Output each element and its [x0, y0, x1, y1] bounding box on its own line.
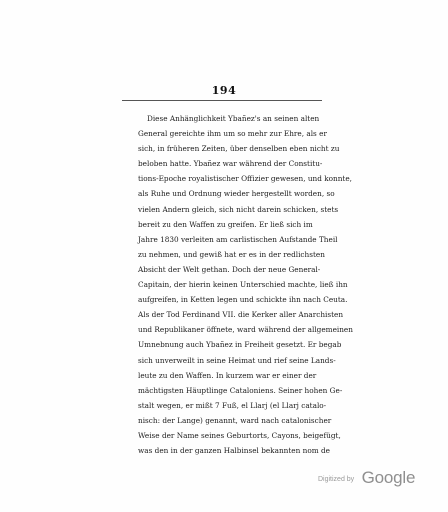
digitized-by-label: Digitized by: [318, 476, 355, 483]
text-line: Als der Tod Ferdinand VII. die Kerker aller Anarchisten: [138, 310, 344, 320]
text-line: sich, in früheren Zeiten, über denselben eben nicht zu: [138, 144, 340, 154]
text-line: sich unverweilt in seine Heimat und rief seine Lands-: [138, 355, 336, 365]
text-line: bereit zu den Waffen zu greifen. Er ließ sich im: [138, 219, 313, 229]
text-line: stalt wegen, er mißt 7 Fuß, el Llarj (el Llarj catalo-: [138, 400, 327, 410]
text-line: Jahre 1830 verleiten am carlistischen Aufstande Theil: [138, 234, 338, 244]
text-line: was den in der ganzen Halbinsel bekannten nom de: [138, 446, 330, 456]
page-number: 194: [211, 84, 237, 97]
text-line: Umnebnung auch Ybañez in Freiheit gesetzt. Er begab: [138, 340, 342, 350]
text-line: mächtigsten Häuptlinge Cataloniens. Seiner hohen Ge-: [138, 385, 343, 395]
google-logo: Google: [361, 468, 416, 487]
text-line: General gereichte ihm um so mehr zur Ehre, als er: [138, 129, 327, 139]
text-line: tions-Epoche royalistischer Offizier gewesen, und konnte,: [138, 174, 353, 184]
text-line: Weise der Name seines Geburtorts, Cayons, beigefügt,: [138, 430, 341, 440]
text-line: leute zu den Waffen. In kurzem war er einer der: [138, 370, 317, 380]
text-line: aufgreifen, in Ketten legen und schickte ihn nach Ceuta.: [138, 295, 348, 305]
text-line: Capitain, der hierin keinen Unterschied machte, ließ ihn: [138, 280, 348, 290]
text-line: und Republikaner öffnete, ward während der allgemeinen: [138, 325, 353, 335]
text-line: Absicht der Welt gethan. Doch der neue General-: [138, 264, 321, 274]
text-line: nisch: der Lange) genannt, ward nach catalonischer: [138, 415, 332, 425]
header-rule: [122, 100, 322, 101]
text-line: zu nehmen, und gewiß hat er es in der redlichsten: [138, 249, 325, 259]
body-text: [138, 111, 353, 458]
text-line: Diese Anhänglichkeit Ybañez's an seinen alten: [147, 114, 320, 123]
text-line: vielen Andern gleich, sich nicht darein schicken, stets: [138, 204, 339, 214]
digitization-watermark: [318, 468, 415, 488]
text-line: als Ruhe und Ordnung wieder hergestellt worden, so: [138, 189, 335, 199]
text-line: beloben hatte. Ybañez war während der Constitu-: [138, 159, 323, 169]
